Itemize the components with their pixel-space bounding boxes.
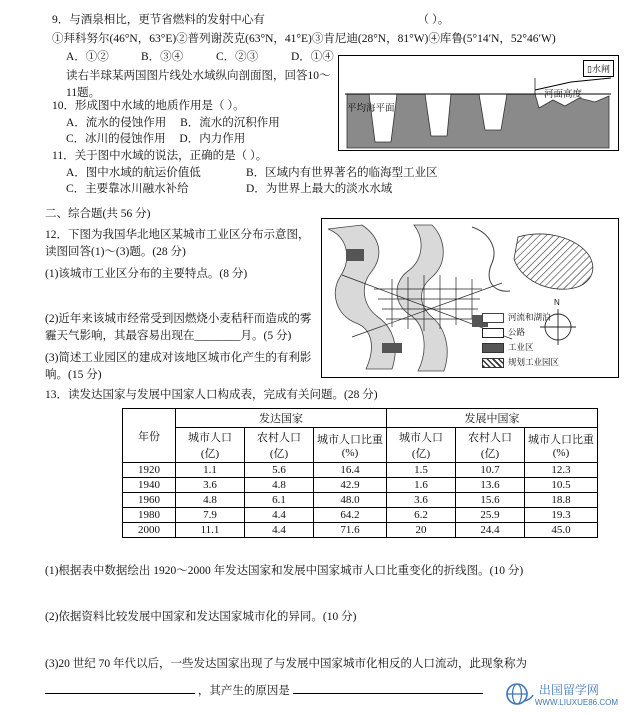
legend-label-industrial: 工业区	[508, 342, 534, 352]
q12-sub2: (2)近年来该城市经常受到因燃烧小麦秸秆而造成的雾霾天气影响，其最容易出现在________月。(5 分)	[45, 313, 312, 342]
q9-stem: 与酒泉相比，更节省燃料的发射中心有	[69, 14, 265, 26]
watermark-subtitle: WWW.LIUXUE86.COM	[534, 698, 618, 707]
q9-option-b[interactable]: B．③④	[141, 51, 184, 64]
subheader-dev-urban: 城市人口(亿)	[176, 428, 245, 463]
legend-item-road	[482, 326, 559, 339]
q9-option-d[interactable]: D．①④	[291, 51, 334, 64]
population-table-wrap	[122, 408, 598, 538]
road-swatch-icon	[482, 328, 504, 338]
q11-number: 11．	[52, 150, 75, 162]
q12-stem: 下图为我国华北地区某城市工业区分布示意图，读图回答(1)～(3)题。(28 分)	[45, 229, 310, 258]
river-height-label: 河面高度	[544, 90, 583, 100]
map-legend	[482, 311, 559, 371]
cell-ing-rate: 12.3	[525, 463, 598, 478]
cell-dev-urban: 4.8	[176, 493, 245, 508]
q9-bracket: （ ）。	[417, 14, 450, 26]
answer-blank-1[interactable]	[45, 693, 195, 694]
cell-ing-rate: 18.8	[525, 493, 598, 508]
header-developing: 发展中国家	[387, 409, 598, 428]
table-sub-header-row	[123, 428, 598, 463]
q12-stem-row	[45, 227, 315, 260]
river-cross-section-figure	[338, 55, 619, 151]
cell-dev-rate: 42.9	[314, 478, 387, 493]
q10-option-a[interactable]: A．流水的侵蚀作用	[66, 116, 167, 129]
cell-dev-urban: 7.9	[176, 508, 245, 523]
header-developed: 发达国家	[176, 409, 387, 428]
q11-option-row-1	[66, 165, 522, 182]
q12-sub1: (1)该城市工业区分布的主要特点。(8 分)	[45, 268, 248, 281]
q11-stem-row	[52, 148, 522, 165]
q11-option-b[interactable]: B．区域内有世界著名的临海型工业区	[246, 166, 438, 179]
q13-sub2: (2)依据资料比较发展中国家和发达国家城市化的异同。(10 分)	[45, 611, 357, 623]
cell-dev-rural: 4.8	[245, 478, 314, 493]
cell-ing-rural: 10.7	[456, 463, 525, 478]
q10-option-d[interactable]: D．内力作用	[179, 133, 246, 146]
cell-dev-rural: 6.1	[245, 493, 314, 508]
sluice-icon: ▯	[587, 64, 592, 74]
q10-stem-row	[52, 98, 342, 115]
cell-ing-rural: 13.6	[456, 478, 525, 493]
population-table	[122, 408, 598, 538]
globe-icon	[505, 681, 535, 707]
cell-ing-rural: 24.4	[456, 523, 525, 538]
subheader-dev-rural: 农村人口(亿)	[245, 428, 314, 463]
cell-dev-rate: 71.6	[314, 523, 387, 538]
q12-sub3: (3)简述工业园区的建成对该地区城市化产生的有利影响。(15 分)	[45, 352, 312, 382]
q13-stem-row	[45, 387, 465, 404]
cell-year: 1940	[123, 478, 176, 493]
q13-sub1: (1)根据表中数据绘出 1920～2000 年发达国家和发展中国家城市人口比重变化的折线图。(10 分)	[45, 565, 524, 577]
q12-number: 12．	[45, 229, 68, 241]
legend-label-river: 河流和湖泊	[508, 312, 551, 322]
question-13	[45, 387, 465, 404]
cell-dev-rural: 5.6	[245, 463, 314, 478]
q9-choices-line: ①拜科努尔(46°N，63°E)②普列谢茨克(63°N，41°E)③肯尼迪(28°N，81°W)④库鲁(5°14′N，52°46′W)	[52, 32, 556, 45]
section-2-title: 二、综合题(共 56 分)	[45, 208, 151, 220]
cell-ing-urban: 6.2	[387, 508, 456, 523]
q10-number: 10．	[52, 100, 75, 112]
cell-year: 2000	[123, 523, 176, 538]
watermark-title: 出国留学网	[538, 683, 599, 697]
q10-option-row-2	[66, 131, 342, 148]
question-10	[52, 98, 342, 148]
city-map-svg	[322, 219, 618, 377]
legend-item-river	[482, 311, 559, 324]
industrial-swatch-icon	[482, 343, 504, 353]
q9-reading-note: 读右半球某两国图片线处水域纵向剖面图，回答10～11题。	[66, 70, 331, 99]
city-industrial-zone-map	[321, 218, 619, 378]
q11-option-row-2	[66, 181, 522, 198]
subheader-dev-rate: 城市人口比重(%)	[314, 428, 387, 463]
cell-dev-urban: 11.1	[176, 523, 245, 538]
q11-option-c[interactable]: C．主要靠冰川融水补给	[66, 183, 189, 196]
q9-options	[66, 49, 366, 66]
cell-dev-rural: 4.4	[245, 508, 314, 523]
q13-sub3-text-b: ，其产生的原因是	[197, 684, 290, 697]
legend-label-planned: 规划工业园区	[508, 357, 560, 367]
q10-stem: 形成图中水域的地质作用是（ ）。	[75, 100, 245, 112]
subheader-ing-urban: 城市人口(亿)	[387, 428, 456, 463]
cell-year: 1980	[123, 508, 176, 523]
q10-option-row-1	[66, 115, 342, 132]
cell-dev-rate: 48.0	[314, 493, 387, 508]
subheader-ing-rate: 城市人口比重(%)	[525, 428, 598, 463]
svg-text:N: N	[554, 298, 560, 307]
header-year: 年份	[123, 409, 176, 463]
cell-dev-rural: 4.4	[245, 523, 314, 538]
table-group-header-row	[123, 409, 598, 428]
sea-level-label: 平均海平面	[347, 104, 395, 114]
cell-ing-urban: 1.5	[387, 463, 456, 478]
q13-number: 13．	[45, 389, 68, 401]
cell-dev-rate: 16.4	[314, 463, 387, 478]
table-row	[123, 508, 598, 523]
cell-ing-rate: 19.3	[525, 508, 598, 523]
cell-dev-rate: 64.2	[314, 508, 387, 523]
q13-stem: 读发达国家与发展中国家人口构成表，完成有关问题。(28 分)	[68, 389, 378, 401]
legend-label-road: 公路	[508, 327, 526, 337]
answer-blank-2[interactable]	[293, 693, 483, 694]
cell-dev-urban: 1.1	[176, 463, 245, 478]
q11-option-d[interactable]: D．为世界上最大的淡水水域	[246, 183, 393, 196]
cell-ing-urban: 20	[387, 523, 456, 538]
cell-ing-rural: 15.6	[456, 493, 525, 508]
legend-item-industrial	[482, 341, 559, 354]
q11-option-a[interactable]: A．图中水域的航运价值低	[66, 166, 201, 179]
watermark	[505, 681, 618, 707]
cell-ing-rate: 10.5	[525, 478, 598, 493]
q9-stem-row	[52, 12, 612, 29]
cell-ing-urban: 3.6	[387, 493, 456, 508]
legend-item-planned	[482, 356, 559, 369]
cell-ing-rural: 25.9	[456, 508, 525, 523]
sluice-legend	[583, 60, 614, 77]
q10-option-b[interactable]: B．流水的沉积作用	[180, 116, 280, 129]
cell-dev-urban: 3.6	[176, 478, 245, 493]
sluice-legend-label: 水闸	[591, 64, 610, 74]
cell-ing-urban: 1.6	[387, 478, 456, 493]
q9-option-c[interactable]: C．②③	[216, 51, 259, 64]
subheader-ing-rural: 农村人口(亿)	[456, 428, 525, 463]
question-12	[45, 227, 315, 384]
q10-option-c[interactable]: C．冰川的侵蚀作用	[66, 133, 166, 146]
q9-number: 9．	[52, 14, 70, 26]
table-row	[123, 478, 598, 493]
q9-option-a[interactable]: A．①②	[66, 51, 109, 64]
q11-stem: 关于图中水域的说法，正确的是（ ）。	[74, 150, 268, 162]
cell-year: 1920	[123, 463, 176, 478]
planned-swatch-icon	[482, 358, 504, 368]
question-11	[52, 148, 522, 198]
q13-sub3-text-a: (3)20 世纪 70 年代以后，一些发达国家出现了与发展中国家城市化相反的人口流动，此现象称为	[45, 658, 528, 670]
table-row	[123, 523, 598, 538]
river-swatch-icon	[482, 313, 504, 323]
table-row	[123, 463, 598, 478]
cell-ing-rate: 45.0	[525, 523, 598, 538]
cell-year: 1960	[123, 493, 176, 508]
table-row	[123, 493, 598, 508]
